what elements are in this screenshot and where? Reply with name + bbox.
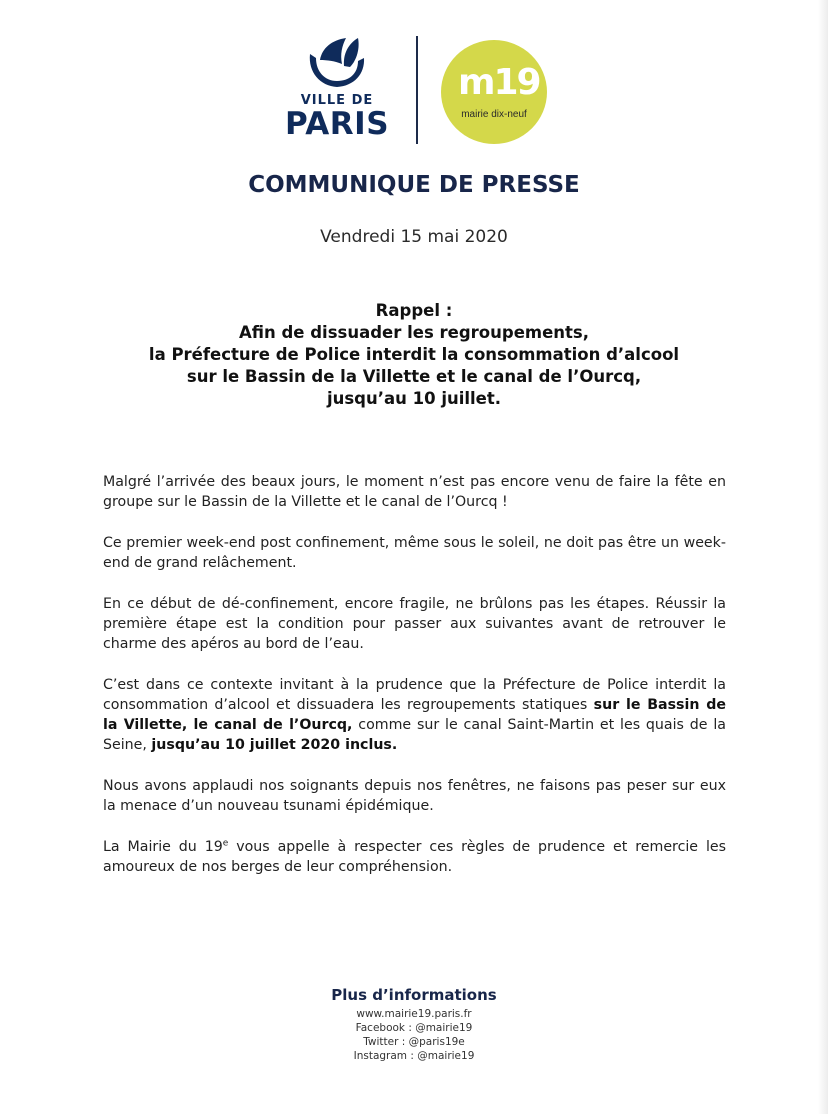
footer-twitter: Twitter : @paris19e — [363, 1036, 465, 1048]
paragraph-6-part-b: vous appelle à respecter ces règles de prudence et remercie les amoureux de nos berges de leur compréhension. — [103, 839, 727, 875]
paragraph-4-bold-location: sur le Bassin de la Villette, le canal de l’Ourcq, — [103, 697, 726, 733]
paris-text: PARIS — [284, 106, 390, 142]
mairie-19-logo — [441, 40, 547, 144]
footer-website[interactable]: www.mairie19.paris.fr — [356, 1008, 472, 1020]
headline — [0, 300, 828, 410]
footer-title: Plus d’informations — [331, 986, 497, 1004]
paragraph-6-part-a: La Mairie du 19 — [103, 839, 223, 855]
headline-line-5: jusqu’au 10 juillet. — [326, 389, 502, 408]
footer-facebook: Facebook : @mairie19 — [355, 1022, 473, 1034]
m19-subtitle: mairie dix-neuf — [461, 109, 527, 120]
paragraph-1: Malgré l’arrivée des beaux jours, le moment n’est pas encore venu de faire la fête en groupe sur le Bassin de la Villette et le canal de l’Ourcq ! — [103, 474, 726, 510]
headline-line-1: Rappel : — [375, 301, 453, 320]
paragraph-2: Ce premier week-end post confinement, même sous le soleil, ne doit pas être un week-end de grand relâchement. — [103, 535, 726, 571]
paragraph-5: Nous avons applaudi nos soignants depuis nos fenêtres, ne faisons pas peser sur eux la menace d’un nouveau tsunami épidémique. — [103, 778, 726, 814]
page-edge-shadow — [818, 0, 828, 1114]
paragraph-3: En ce début de dé-confinement, encore fragile, ne brûlons pas les étapes. Réussir la première étape est la condition pour passer aux suivantes avant de retrouver le charme des apéros au bord de l’eau. — [103, 596, 726, 652]
headline-line-4: sur le Bassin de la Villette et le canal de l’Ourcq, — [186, 367, 642, 386]
headline-line-3: la Préfecture de Police interdit la consommation d’alcool — [148, 345, 680, 364]
ville-de-paris-logo — [278, 34, 396, 152]
paragraph-6-superscript: e — [222, 838, 229, 849]
m19-mark: m19 — [458, 62, 540, 103]
footer-instagram: Instagram : @mairie19 — [353, 1050, 475, 1062]
footer-contact — [0, 986, 828, 1063]
paragraph-4-part-c: comme sur le canal Saint-Martin et les quais de la Seine, — [103, 717, 726, 753]
document-title: COMMUNIQUE DE PRESSE — [248, 172, 580, 198]
headline-line-2: Afin de dissuader les regroupements, — [239, 323, 589, 342]
paris-ship-icon — [302, 34, 372, 92]
body-text — [103, 472, 726, 898]
ville-de-text: VILLE DE — [300, 93, 374, 108]
logo-divider — [416, 36, 418, 144]
paragraph-4-part-a: C’est dans ce contexte invitant à la prudence que la Préfecture de Police interdit la consommation d’alcool et dissuadera les regroupements statiques — [103, 677, 726, 713]
document-date: Vendredi 15 mai 2020 — [320, 227, 508, 247]
paragraph-6 — [103, 837, 726, 877]
paragraph-4 — [103, 675, 726, 755]
paragraph-4-bold-date: jusqu’au 10 juillet 2020 inclus. — [151, 737, 398, 753]
